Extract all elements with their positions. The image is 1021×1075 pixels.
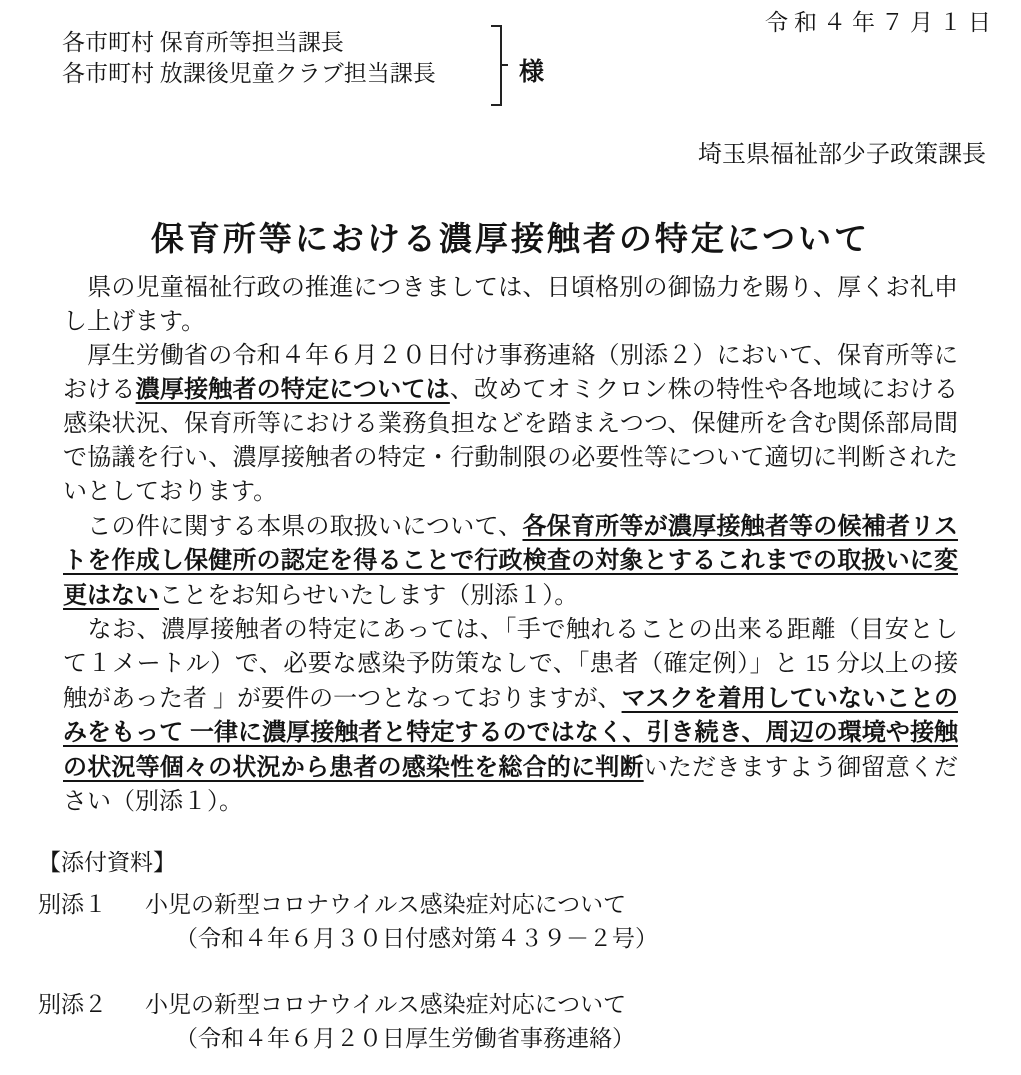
emphasized-text: 各保育所等が濃厚接触者等の候補者リストを作成し保健所の認定を得ることで行政検査の対象とするこれまでの取扱いに変更はない <box>63 512 958 610</box>
paragraph-3 <box>63 510 958 614</box>
attachment-lines <box>145 988 635 1056</box>
right-brace-icon <box>490 25 510 107</box>
document-title: 保育所等における濃厚接触者の特定について <box>150 220 871 258</box>
honorific-sama: 様 <box>519 58 545 86</box>
attachments-section <box>38 846 658 1075</box>
paragraph-4 <box>63 614 958 820</box>
attachment-lines <box>145 888 658 956</box>
attachments-heading: 【添付資料】 <box>38 850 176 875</box>
plain-text: この件に関する本県の取扱いについて、 <box>63 513 523 540</box>
recipient-block <box>62 27 436 89</box>
attachment-item-1 <box>38 888 658 956</box>
attachment-title: 小児の新型コロナウイルス感染症対応について <box>145 992 627 1017</box>
emphasized-text: マスクを着用していないことのみをもって 一律に濃厚接触者と特定するのではなく、引き続き、周辺の環境や接触の状況等個々の状況から患者の感染性を総合的に判断 <box>63 684 958 782</box>
attachment-detail: （令和４年６月２０日厚生労働省事務連絡） <box>175 1026 635 1051</box>
document-date: 令和４年７月１日 <box>765 10 997 35</box>
paragraph-1 <box>63 272 958 340</box>
plain-text: 県の児童福祉行政の推進につきましては、日頃格別の御協力を賜り、厚くお礼申し上げます。 <box>63 275 958 335</box>
plain-text: 、改めてオミクロン株の特性や各地域における感染状況、保育所等における業務負担などを踏まえつつ、保健所を含む関係部局間で協議を行い、濃厚接触者の特定・行動制限の必要性等について適切に判断されたいとしております。 <box>63 377 958 505</box>
paragraph-2 <box>63 340 958 510</box>
attachment-title: 小児の新型コロナウイルス感染症対応について <box>145 892 627 917</box>
attachments-list <box>38 888 658 1056</box>
plain-text: 厚生労働省の令和４年６月２０日付け事務連絡（別添２）において、保育所等における <box>63 342 958 404</box>
recipient-line-1: 各市町村 保育所等担当課長 <box>62 30 344 55</box>
body-paragraphs <box>63 272 958 820</box>
recipient-line-2: 各市町村 放課後児童クラブ担当課長 <box>62 61 436 86</box>
recipient-brace <box>490 25 510 112</box>
sender-title: 埼玉県福祉部少子政策課長 <box>698 142 986 168</box>
plain-text: なお、濃厚接触者の特定にあっては、「手で触れることの出来る距離（目安として１メートル）で、必要な感染予防策なしで、「患者（確定例）」と 15 分以上の接触があった者 」が要件の一つとなっておりますが、 <box>63 616 958 712</box>
plain-text: いただきますよう御留意ください（別添１）。 <box>63 755 959 815</box>
attachment-label: 別添２ <box>38 992 107 1017</box>
attachment-detail: （令和４年６月３０日付感対第４３９－２号） <box>175 926 658 951</box>
attachment-label: 別添１ <box>38 892 107 917</box>
emphasized-text: 濃厚接触者の特定については <box>135 376 450 404</box>
plain-text: ことをお知らせいたします（別添１）。 <box>159 583 579 610</box>
attachment-item-2 <box>38 988 658 1056</box>
